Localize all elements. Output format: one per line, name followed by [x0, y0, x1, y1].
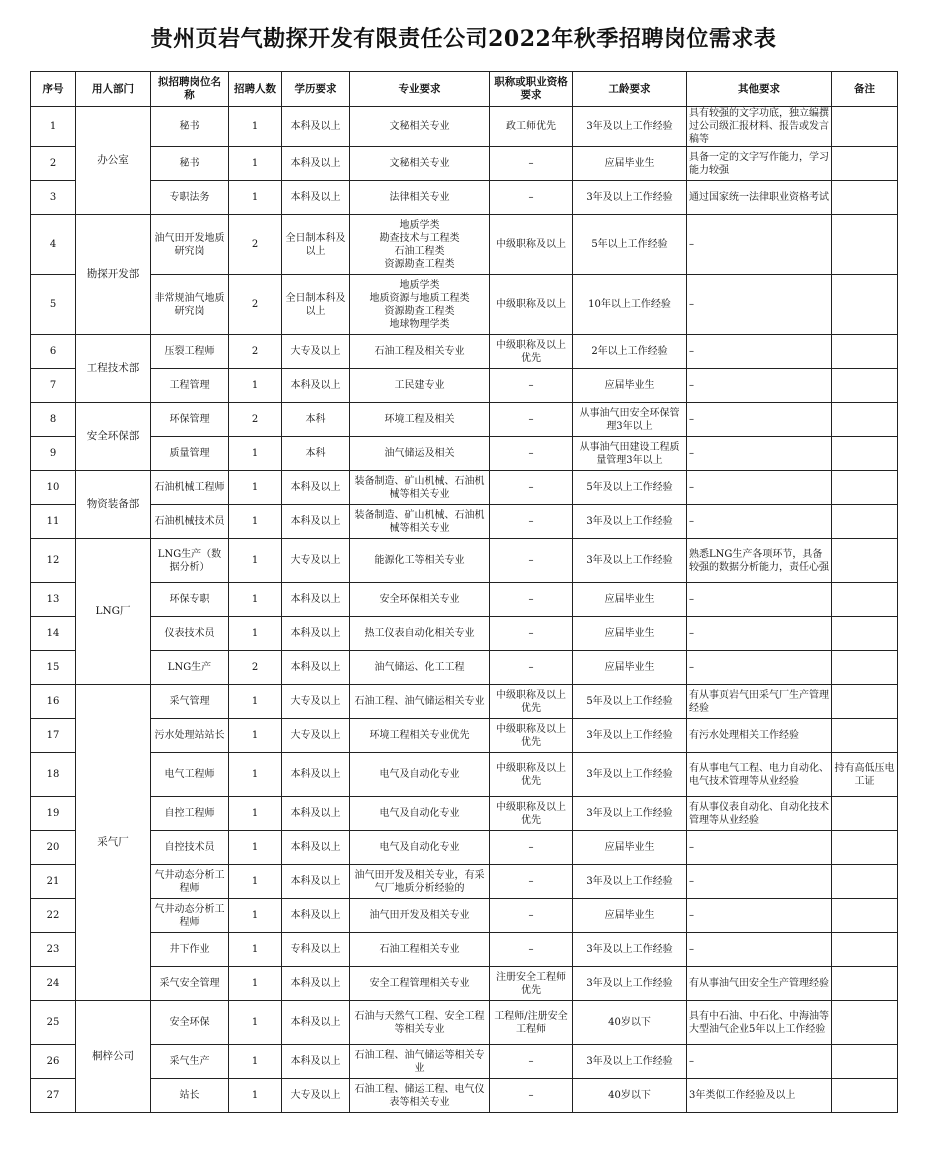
cell-edu: 大专及以上: [282, 335, 350, 369]
cell-major: 文秘相关专业: [350, 147, 490, 181]
cell-note: [832, 899, 898, 933]
cell-other: –: [687, 651, 832, 685]
cell-other: –: [687, 865, 832, 899]
cell-other: –: [687, 275, 832, 335]
cell-other: –: [687, 215, 832, 275]
cell-no: 10: [31, 471, 76, 505]
cell-major: 石油工程、油气储运相关专业: [350, 685, 490, 719]
cell-no: 12: [31, 539, 76, 583]
cell-title: –: [490, 831, 573, 865]
cell-exp: 3年及以上工作经验: [573, 933, 687, 967]
cell-note: [832, 275, 898, 335]
cell-edu: 本科及以上: [282, 471, 350, 505]
cell-major: 石油工程及相关专业: [350, 335, 490, 369]
cell-count: 1: [229, 181, 282, 215]
cell-no: 19: [31, 797, 76, 831]
cell-count: 1: [229, 539, 282, 583]
cell-title: 中级职称及以上优先: [490, 335, 573, 369]
cell-position: 油气田开发地质研究岗: [151, 215, 229, 275]
table-row: [31, 933, 898, 967]
cell-position: 工程管理: [151, 369, 229, 403]
cell-exp: 3年及以上工作经验: [573, 865, 687, 899]
cell-department: 勘探开发部: [76, 215, 151, 335]
cell-no: 3: [31, 181, 76, 215]
cell-edu: 全日制本科及以上: [282, 215, 350, 275]
cell-no: 1: [31, 107, 76, 147]
cell-count: 2: [229, 215, 282, 275]
cell-major: 电气及自动化专业: [350, 797, 490, 831]
cell-note: [832, 797, 898, 831]
cell-note: [832, 1045, 898, 1079]
cell-major: 石油工程、油气储运等相关专业: [350, 1045, 490, 1079]
cell-no: 2: [31, 147, 76, 181]
cell-major: 油气田开发及相关专业: [350, 899, 490, 933]
cell-edu: 全日制本科及以上: [282, 275, 350, 335]
cell-no: 22: [31, 899, 76, 933]
cell-title: –: [490, 181, 573, 215]
cell-no: 27: [31, 1079, 76, 1113]
table-row: [31, 719, 898, 753]
table-row: [31, 335, 898, 369]
cell-position: 环保管理: [151, 403, 229, 437]
cell-no: 21: [31, 865, 76, 899]
page-title: 贵州页岩气勘探开发有限责任公司2022年秋季招聘岗位需求表: [150, 26, 777, 52]
table-row: [31, 437, 898, 471]
cell-title: 中级职称及以上优先: [490, 685, 573, 719]
cell-title: –: [490, 1079, 573, 1113]
cell-count: 1: [229, 107, 282, 147]
cell-note: [832, 539, 898, 583]
cell-no: 6: [31, 335, 76, 369]
cell-no: 24: [31, 967, 76, 1001]
cell-title: –: [490, 147, 573, 181]
cell-exp: 2年以上工作经验: [573, 335, 687, 369]
header-no: 序号: [31, 72, 76, 107]
cell-edu: 本科及以上: [282, 147, 350, 181]
table-row: [31, 617, 898, 651]
cell-other: –: [687, 899, 832, 933]
cell-exp: 3年及以上工作经验: [573, 797, 687, 831]
cell-exp: 从事油气田建设工程质量管理3年以上: [573, 437, 687, 471]
cell-no: 23: [31, 933, 76, 967]
table-row: [31, 107, 898, 147]
cell-exp: 5年及以上工作经验: [573, 685, 687, 719]
cell-exp: 40岁以下: [573, 1001, 687, 1045]
cell-major: 热工仪表自动化相关专业: [350, 617, 490, 651]
cell-edu: 本科及以上: [282, 899, 350, 933]
cell-other: 有从事电气工程、电力自动化、电气技术管理等从业经验: [687, 753, 832, 797]
cell-note: [832, 505, 898, 539]
cell-edu: 本科及以上: [282, 865, 350, 899]
cell-note: [832, 181, 898, 215]
cell-count: 1: [229, 437, 282, 471]
cell-note: [832, 107, 898, 147]
cell-title: –: [490, 505, 573, 539]
cell-title: –: [490, 899, 573, 933]
cell-edu: 本科及以上: [282, 831, 350, 865]
cell-position: 压裂工程师: [151, 335, 229, 369]
cell-other: 有污水处理相关工作经验: [687, 719, 832, 753]
cell-note: [832, 831, 898, 865]
cell-exp: 5年及以上工作经验: [573, 471, 687, 505]
cell-exp: 应届毕业生: [573, 147, 687, 181]
cell-count: 1: [229, 865, 282, 899]
cell-major: 石油工程、储运工程、电气仪表等相关专业: [350, 1079, 490, 1113]
table-row: [31, 1001, 898, 1045]
cell-count: 2: [229, 335, 282, 369]
cell-exp: 3年及以上工作经验: [573, 107, 687, 147]
cell-title: 中级职称及以上优先: [490, 797, 573, 831]
cell-exp: 从事油气田安全环保管理3年以上: [573, 403, 687, 437]
cell-department: 办公室: [76, 107, 151, 215]
cell-major: 装备制造、矿山机械、石油机械等相关专业: [350, 505, 490, 539]
cell-major: 环境工程相关专业优先: [350, 719, 490, 753]
cell-edu: 大专及以上: [282, 685, 350, 719]
table-row: [31, 147, 898, 181]
cell-position: LNG生产（数据分析）: [151, 539, 229, 583]
cell-other: –: [687, 617, 832, 651]
cell-position: 井下作业: [151, 933, 229, 967]
cell-no: 17: [31, 719, 76, 753]
cell-edu: 本科及以上: [282, 1045, 350, 1079]
recruitment-table: [30, 71, 898, 1113]
table-row: [31, 181, 898, 215]
cell-major: 装备制造、矿山机械、石油机械等相关专业: [350, 471, 490, 505]
table-row: [31, 831, 898, 865]
cell-other: 熟悉LNG生产各项环节，具备较强的数据分析能力，责任心强: [687, 539, 832, 583]
cell-note: [832, 1001, 898, 1045]
cell-count: 1: [229, 831, 282, 865]
cell-note: [832, 147, 898, 181]
cell-major: 文秘相关专业: [350, 107, 490, 147]
table-row: [31, 275, 898, 335]
cell-no: 18: [31, 753, 76, 797]
cell-other: –: [687, 831, 832, 865]
cell-position: 仪表技术员: [151, 617, 229, 651]
cell-note: [832, 617, 898, 651]
cell-count: 2: [229, 651, 282, 685]
cell-count: 2: [229, 275, 282, 335]
cell-department: 工程技术部: [76, 335, 151, 403]
cell-note: [832, 865, 898, 899]
cell-major: 安全工程管理相关专业: [350, 967, 490, 1001]
table-row: [31, 505, 898, 539]
cell-edu: 本科及以上: [282, 617, 350, 651]
cell-title: –: [490, 933, 573, 967]
cell-major: 环境工程及相关: [350, 403, 490, 437]
cell-major: 工民建专业: [350, 369, 490, 403]
cell-count: 1: [229, 1079, 282, 1113]
header-position: 拟招聘岗位名称: [151, 72, 229, 107]
cell-note: [832, 437, 898, 471]
cell-exp: 应届毕业生: [573, 617, 687, 651]
cell-title: 中级职称及以上: [490, 275, 573, 335]
cell-position: 秘书: [151, 107, 229, 147]
cell-edu: 本科及以上: [282, 369, 350, 403]
cell-count: 1: [229, 753, 282, 797]
cell-position: 采气管理: [151, 685, 229, 719]
cell-title: 中级职称及以上优先: [490, 753, 573, 797]
cell-other: 具有较强的文字功底，独立编撰过公司级汇报材料、报告或发言稿等: [687, 107, 832, 147]
cell-note: [832, 685, 898, 719]
table-row: [31, 1079, 898, 1113]
cell-other: 通过国家统一法律职业资格考试: [687, 181, 832, 215]
cell-position: 自控工程师: [151, 797, 229, 831]
cell-exp: 40岁以下: [573, 1079, 687, 1113]
cell-no: 26: [31, 1045, 76, 1079]
cell-edu: 大专及以上: [282, 1079, 350, 1113]
cell-title: –: [490, 403, 573, 437]
cell-department: LNG厂: [76, 539, 151, 685]
cell-count: 1: [229, 899, 282, 933]
cell-exp: 3年及以上工作经验: [573, 181, 687, 215]
cell-count: 1: [229, 583, 282, 617]
cell-major: 地质学类 地质资源与地质工程类 资源勘查工程类 地球物理学类: [350, 275, 490, 335]
table-row: [31, 967, 898, 1001]
cell-exp: 3年及以上工作经验: [573, 1045, 687, 1079]
cell-title: –: [490, 583, 573, 617]
header-major: 专业要求: [350, 72, 490, 107]
cell-note: [832, 369, 898, 403]
cell-other: –: [687, 1045, 832, 1079]
table-row: [31, 1045, 898, 1079]
cell-exp: 3年及以上工作经验: [573, 967, 687, 1001]
cell-note: [832, 215, 898, 275]
cell-major: 电气及自动化专业: [350, 831, 490, 865]
cell-edu: 专科及以上: [282, 933, 350, 967]
cell-other: 有从事页岩气田采气厂生产管理经验: [687, 685, 832, 719]
cell-exp: 应届毕业生: [573, 651, 687, 685]
cell-title: –: [490, 865, 573, 899]
cell-no: 8: [31, 403, 76, 437]
cell-no: 9: [31, 437, 76, 471]
cell-exp: 3年及以上工作经验: [573, 753, 687, 797]
cell-count: 1: [229, 797, 282, 831]
cell-position: 环保专职: [151, 583, 229, 617]
cell-other: 有从事油气田安全生产管理经验: [687, 967, 832, 1001]
cell-no: 4: [31, 215, 76, 275]
cell-position: 安全环保: [151, 1001, 229, 1045]
table-row: [31, 583, 898, 617]
cell-note: [832, 719, 898, 753]
table-row: [31, 369, 898, 403]
header-title: 职称或职业资格要求: [490, 72, 573, 107]
cell-title: 中级职称及以上优先: [490, 719, 573, 753]
table-row: [31, 685, 898, 719]
cell-exp: 应届毕业生: [573, 369, 687, 403]
header-note: 备注: [832, 72, 898, 107]
cell-edu: 本科及以上: [282, 181, 350, 215]
cell-note: [832, 471, 898, 505]
cell-other: 具备一定的文字写作能力，学习能力较强: [687, 147, 832, 181]
cell-other: –: [687, 933, 832, 967]
cell-position: LNG生产: [151, 651, 229, 685]
cell-department: 物资装备部: [76, 471, 151, 539]
table-row: [31, 471, 898, 505]
cell-edu: 本科: [282, 437, 350, 471]
cell-no: 20: [31, 831, 76, 865]
cell-note: [832, 403, 898, 437]
cell-title: –: [490, 539, 573, 583]
header-count: 招聘人数: [229, 72, 282, 107]
cell-note: 持有高低压电工证: [832, 753, 898, 797]
cell-other: 有从事仪表自动化、自动化技术管理等从业经验: [687, 797, 832, 831]
cell-exp: 3年及以上工作经验: [573, 539, 687, 583]
cell-department: 安全环保部: [76, 403, 151, 471]
cell-no: 7: [31, 369, 76, 403]
cell-note: [832, 1079, 898, 1113]
table-row: [31, 403, 898, 437]
cell-count: 1: [229, 719, 282, 753]
cell-edu: 本科及以上: [282, 583, 350, 617]
table-row: [31, 215, 898, 275]
cell-position: 石油机械技术员: [151, 505, 229, 539]
cell-count: 2: [229, 403, 282, 437]
cell-no: 14: [31, 617, 76, 651]
cell-count: 1: [229, 505, 282, 539]
cell-position: 污水处理站站长: [151, 719, 229, 753]
table-row: [31, 797, 898, 831]
cell-major: 油气储运、化工工程: [350, 651, 490, 685]
cell-count: 1: [229, 369, 282, 403]
cell-position: 秘书: [151, 147, 229, 181]
table-row: [31, 899, 898, 933]
cell-edu: 本科及以上: [282, 753, 350, 797]
cell-exp: 10年以上工作经验: [573, 275, 687, 335]
header-dept: 用人部门: [76, 72, 151, 107]
cell-edu: 本科及以上: [282, 505, 350, 539]
cell-major: 石油与天然气工程、安全工程等相关专业: [350, 1001, 490, 1045]
cell-edu: 本科及以上: [282, 967, 350, 1001]
cell-position: 专职法务: [151, 181, 229, 215]
cell-position: 站长: [151, 1079, 229, 1113]
cell-note: [832, 335, 898, 369]
cell-other: –: [687, 471, 832, 505]
cell-title: –: [490, 369, 573, 403]
cell-edu: 本科及以上: [282, 651, 350, 685]
table-row: [31, 865, 898, 899]
cell-other: –: [687, 403, 832, 437]
cell-edu: 本科: [282, 403, 350, 437]
cell-note: [832, 967, 898, 1001]
cell-position: 电气工程师: [151, 753, 229, 797]
cell-count: 1: [229, 1045, 282, 1079]
table-row: [31, 539, 898, 583]
header-edu: 学历要求: [282, 72, 350, 107]
cell-other: –: [687, 505, 832, 539]
cell-count: 1: [229, 147, 282, 181]
cell-exp: 应届毕业生: [573, 899, 687, 933]
cell-edu: 大专及以上: [282, 719, 350, 753]
table-row: [31, 753, 898, 797]
header-row: [31, 72, 898, 107]
cell-major: 石油工程相关专业: [350, 933, 490, 967]
cell-title: –: [490, 1045, 573, 1079]
cell-major: 能源化工等相关专业: [350, 539, 490, 583]
cell-count: 1: [229, 471, 282, 505]
cell-position: 气井动态分析工程师: [151, 865, 229, 899]
cell-position: 气井动态分析工程师: [151, 899, 229, 933]
cell-position: 石油机械工程师: [151, 471, 229, 505]
cell-exp: 3年及以上工作经验: [573, 505, 687, 539]
cell-exp: 应届毕业生: [573, 583, 687, 617]
cell-edu: 本科及以上: [282, 1001, 350, 1045]
cell-major: 油气田开发及相关专业，有采气厂地质分析经验的: [350, 865, 490, 899]
cell-count: 1: [229, 967, 282, 1001]
cell-no: 15: [31, 651, 76, 685]
cell-count: 1: [229, 685, 282, 719]
cell-title: 注册安全工程师优先: [490, 967, 573, 1001]
cell-title: –: [490, 437, 573, 471]
cell-other: –: [687, 369, 832, 403]
cell-no: 13: [31, 583, 76, 617]
cell-major: 法律相关专业: [350, 181, 490, 215]
cell-title: 政工师优先: [490, 107, 573, 147]
cell-title: –: [490, 617, 573, 651]
cell-department: 桐梓公司: [76, 1001, 151, 1113]
cell-exp: 5年以上工作经验: [573, 215, 687, 275]
cell-position: 非常规油气地质研究岗: [151, 275, 229, 335]
cell-department: 采气厂: [76, 685, 151, 1001]
cell-title: 中级职称及以上: [490, 215, 573, 275]
cell-major: 地质学类 勘查技术与工程类 石油工程类 资源勘查工程类: [350, 215, 490, 275]
cell-count: 1: [229, 617, 282, 651]
cell-position: 自控技术员: [151, 831, 229, 865]
cell-position: 质量管理: [151, 437, 229, 471]
cell-edu: 本科及以上: [282, 107, 350, 147]
cell-note: [832, 583, 898, 617]
cell-title: –: [490, 471, 573, 505]
cell-note: [832, 933, 898, 967]
cell-other: –: [687, 583, 832, 617]
cell-major: 安全环保相关专业: [350, 583, 490, 617]
cell-no: 11: [31, 505, 76, 539]
cell-exp: 3年及以上工作经验: [573, 719, 687, 753]
cell-edu: 大专及以上: [282, 539, 350, 583]
cell-other: –: [687, 437, 832, 471]
cell-major: 油气储运及相关: [350, 437, 490, 471]
cell-title: –: [490, 651, 573, 685]
header-other: 其他要求: [687, 72, 832, 107]
cell-other: 3年类似工作经验及以上: [687, 1079, 832, 1113]
table-body: [31, 107, 898, 1113]
cell-major: 电气及自动化专业: [350, 753, 490, 797]
cell-position: 采气安全管理: [151, 967, 229, 1001]
cell-position: 采气生产: [151, 1045, 229, 1079]
cell-note: [832, 651, 898, 685]
table-row: [31, 651, 898, 685]
cell-edu: 本科及以上: [282, 797, 350, 831]
cell-no: 5: [31, 275, 76, 335]
cell-count: 1: [229, 933, 282, 967]
cell-exp: 应届毕业生: [573, 831, 687, 865]
cell-title: 工程师/注册安全工程师: [490, 1001, 573, 1045]
cell-no: 25: [31, 1001, 76, 1045]
cell-no: 16: [31, 685, 76, 719]
cell-other: 具有中石油、中石化、中海油等大型油气企业5年以上工作经验: [687, 1001, 832, 1045]
header-exp: 工龄要求: [573, 72, 687, 107]
cell-other: –: [687, 335, 832, 369]
cell-count: 1: [229, 1001, 282, 1045]
